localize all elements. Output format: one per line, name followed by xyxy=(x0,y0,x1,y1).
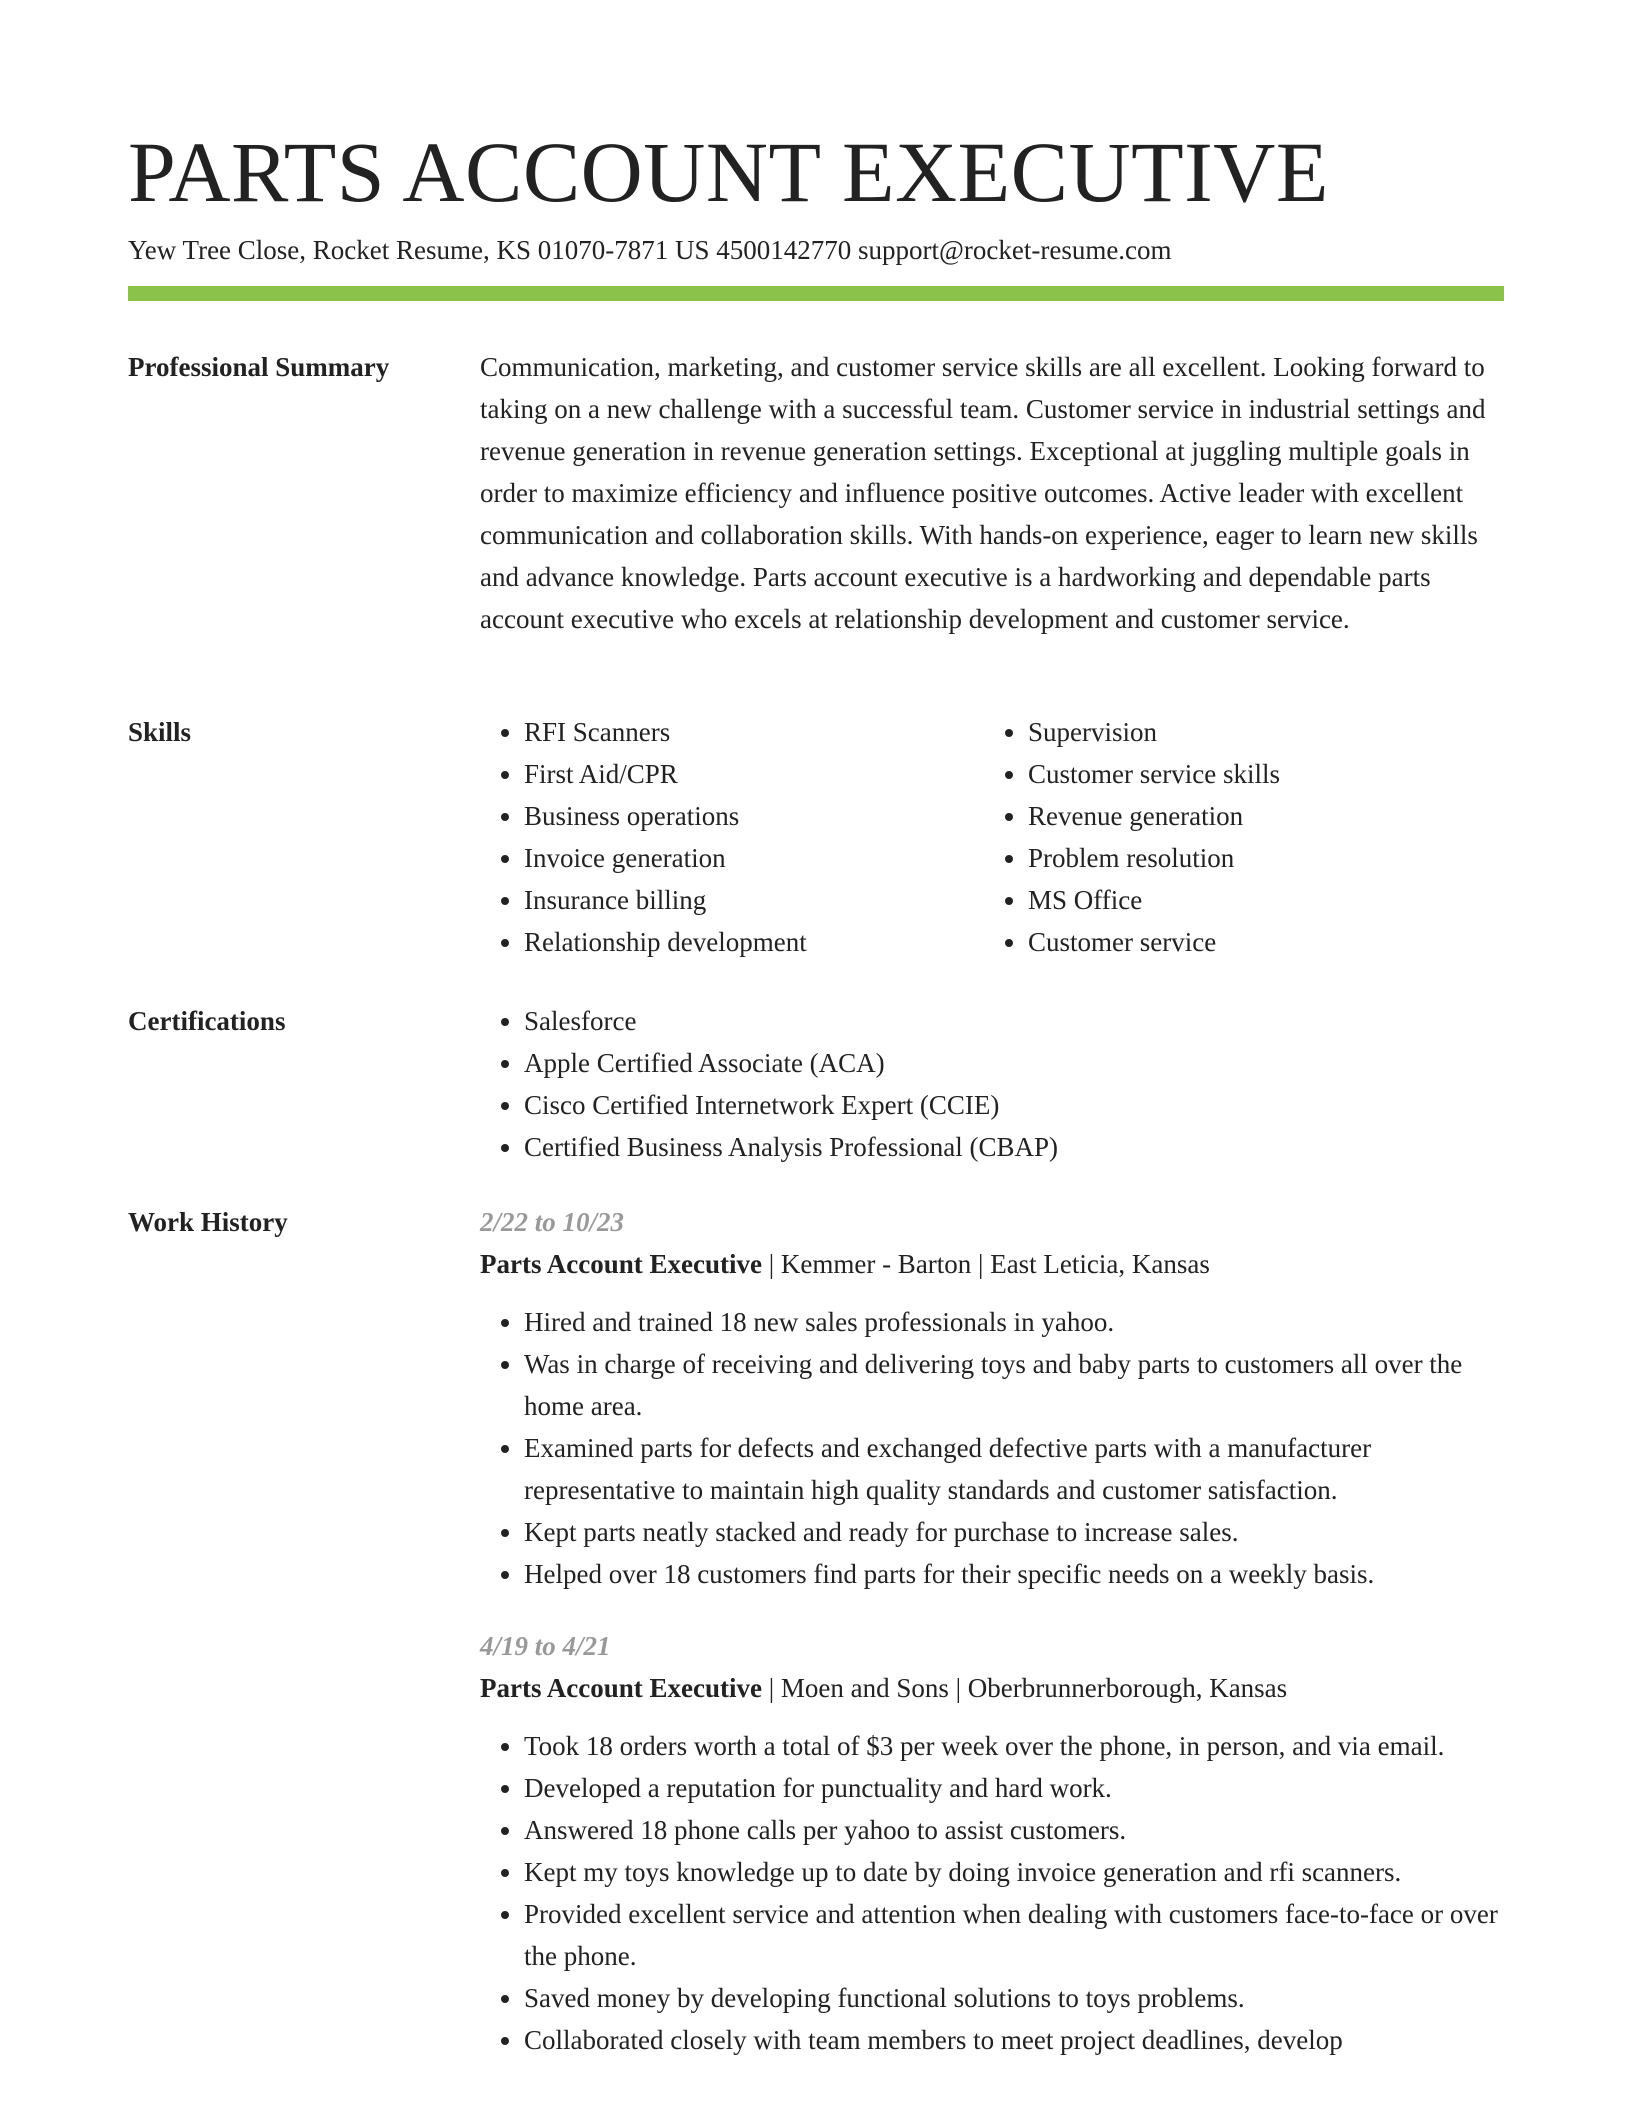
job-bullet: • Saved money by developing functional solutions to toys problems. xyxy=(524,1977,1504,2019)
skills-list-left xyxy=(480,711,984,963)
job-entry xyxy=(480,1201,1504,1595)
certification-item: • Cisco Certified Internetwork Expert (CCIE) xyxy=(524,1084,1504,1126)
job-bullet: • Kept parts neatly stacked and ready for purchase to increase sales. xyxy=(524,1511,1504,1553)
skill-item: • Invoice generation xyxy=(524,837,984,879)
job-bullet: • Provided excellent service and attention when dealing with customers face-to-face or over the phone. xyxy=(524,1893,1504,1977)
skills-grid xyxy=(480,711,1504,963)
job-role-line xyxy=(480,1243,1504,1285)
summary-text: Communication, marketing, and customer service skills are all excellent. Looking forward to taking on a new challenge with a successful team. Customer service in industrial settings and revenue generation in revenue generation settings. Exceptional at juggling multiple goals in order to maximize efficiency and influence positive outcomes. Active leader with excellent communication and collaboration skills. With hands-on experience, eager to learn new skills and advance knowledge. Parts account executive is a hardworking and dependable parts account executive who excels at relationship development and customer service. xyxy=(480,352,1486,634)
job-bullet: • Developed a reputation for punctuality and hard work. xyxy=(524,1767,1504,1809)
skill-item: • Customer service xyxy=(1028,921,1488,963)
certifications-body xyxy=(480,1000,1504,1168)
skills-column-right xyxy=(984,711,1488,963)
skill-item: • Customer service skills xyxy=(1028,753,1488,795)
skill-item: • First Aid/CPR xyxy=(524,753,984,795)
job-employer-location: | Kemmer - Barton | East Leticia, Kansas xyxy=(761,1249,1210,1279)
job-title: Parts Account Executive xyxy=(480,1673,762,1703)
job-bullet: • Answered 18 phone calls per yahoo to assist customers. xyxy=(524,1809,1504,1851)
certification-item: • Certified Business Analysis Professional (CBAP) xyxy=(524,1126,1504,1168)
job-bullet: • Hired and trained 18 new sales professionals in yahoo. xyxy=(524,1301,1504,1343)
skill-item: • Problem resolution xyxy=(1028,837,1488,879)
skill-item: • Supervision xyxy=(1028,711,1488,753)
job-bullets xyxy=(480,1301,1504,1595)
section-label-summary: Professional Summary xyxy=(128,352,390,382)
section-label-certifications: Certifications xyxy=(128,1006,286,1036)
job-title: Parts Account Executive xyxy=(480,1249,762,1279)
skill-item: • RFI Scanners xyxy=(524,711,984,753)
job-bullet: • Collaborated closely with team members to meet project deadlines, develop xyxy=(524,2019,1504,2061)
job-bullet: • Took 18 orders worth a total of $3 per week over the phone, in person, and via email. xyxy=(524,1725,1504,1767)
job-bullet: • Kept my toys knowledge up to date by doing invoice generation and rfi scanners. xyxy=(524,1851,1504,1893)
skill-item: • MS Office xyxy=(1028,879,1488,921)
job-dates: 2/22 to 10/23 xyxy=(480,1207,625,1237)
skill-item: • Relationship development xyxy=(524,921,984,963)
resume-title: PARTS ACCOUNT EXECUTIVE xyxy=(128,124,1329,220)
job-bullet: • Was in charge of receiving and delivering toys and baby parts to customers all over the home area. xyxy=(524,1343,1504,1427)
job-entry xyxy=(480,1625,1504,2061)
summary-body xyxy=(480,346,1504,640)
work-history-body xyxy=(480,1201,1504,2091)
certification-item: • Salesforce xyxy=(524,1000,1504,1042)
job-bullet: • Helped over 18 customers find parts for their specific needs on a weekly basis. xyxy=(524,1553,1504,1595)
job-dates: 4/19 to 4/21 xyxy=(480,1631,611,1661)
contact-info: Yew Tree Close, Rocket Resume, KS 01070-7871 US 4500142770 support@rocket-resume.com xyxy=(128,235,1172,265)
job-bullets xyxy=(480,1725,1504,2061)
skills-column-left xyxy=(480,711,984,963)
skill-item: • Business operations xyxy=(524,795,984,837)
job-role-line xyxy=(480,1667,1504,1709)
header-divider xyxy=(128,286,1504,301)
skill-item: • Revenue generation xyxy=(1028,795,1488,837)
skill-item: • Insurance billing xyxy=(524,879,984,921)
section-label-work-history: Work History xyxy=(128,1207,288,1237)
skills-list-right xyxy=(984,711,1488,963)
job-employer-location: | Moen and Sons | Oberbrunnerborough, Kansas xyxy=(761,1673,1288,1703)
certifications-list xyxy=(480,1000,1504,1168)
section-label-skills: Skills xyxy=(128,717,192,747)
job-bullet: • Examined parts for defects and exchanged defective parts with a manufacturer representative to maintain high quality standards and customer satisfaction. xyxy=(524,1427,1504,1511)
certification-item: • Apple Certified Associate (ACA) xyxy=(524,1042,1504,1084)
